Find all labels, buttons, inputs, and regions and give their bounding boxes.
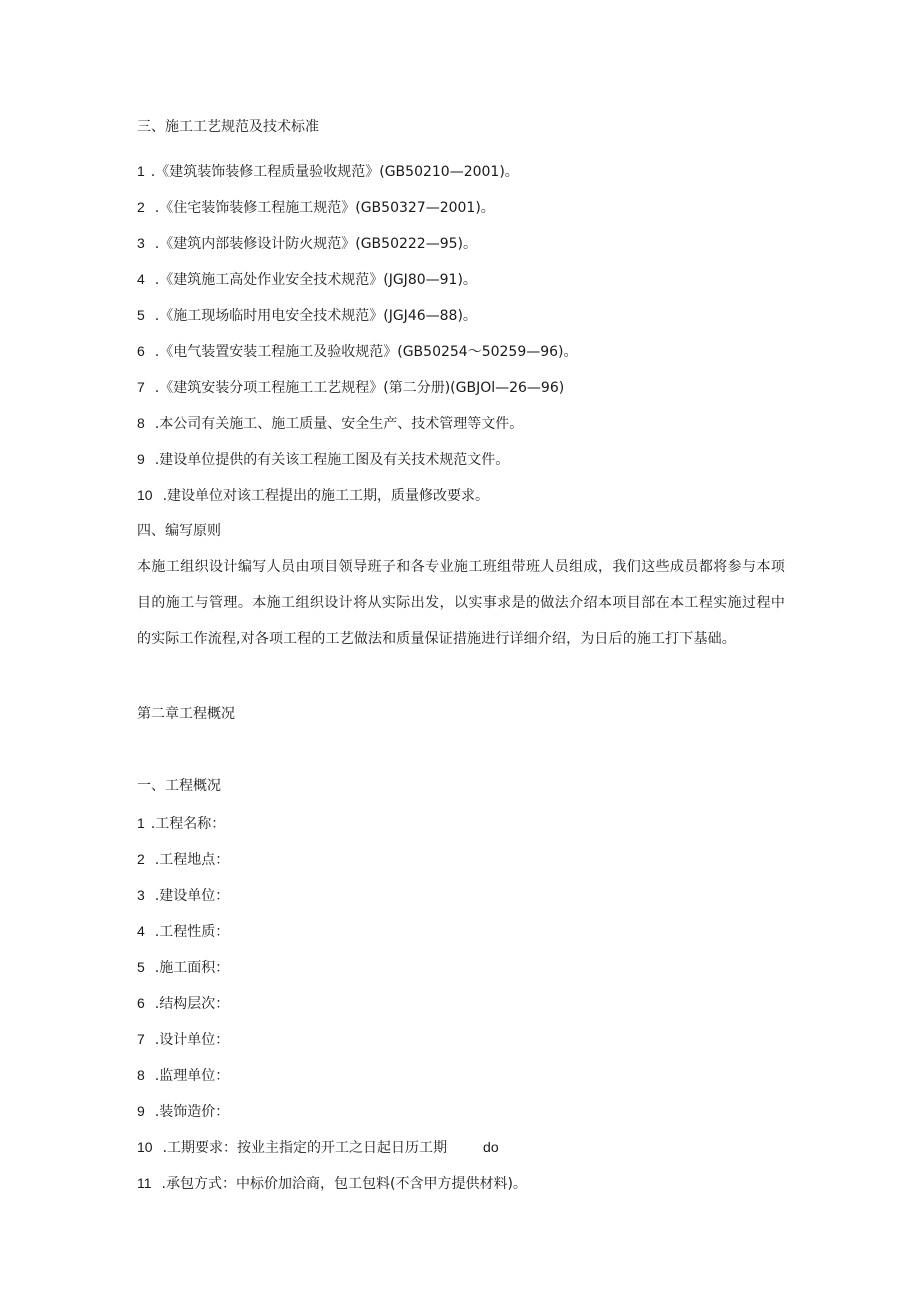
item-text: .建设单位对该工程提出的施工工期，质量修改要求。 — [162, 488, 490, 504]
item-text: .工程性质： — [154, 924, 230, 940]
item-text: .《建筑安装分项工程施工工艺规程》(第二分册)(GBJOl—26—96) — [154, 380, 565, 396]
item-number: 6 — [137, 343, 145, 359]
list-item — [137, 413, 523, 434]
item-number: 10 — [137, 487, 153, 503]
list-item — [137, 1029, 229, 1050]
item-text: .设计单位： — [154, 1032, 230, 1048]
list-item — [137, 197, 495, 218]
item-number: 8 — [137, 1067, 145, 1083]
item-number: 5 — [137, 307, 145, 323]
item-text: .结构层次： — [154, 996, 230, 1012]
item-number: 8 — [137, 415, 145, 431]
item-text: .《建筑施工高处作业安全技术规范》(JGJ80—91)。 — [154, 272, 477, 288]
item-text: .装饰造价： — [154, 1104, 230, 1120]
item-text: .工程名称： — [150, 816, 226, 832]
list-item — [137, 1137, 499, 1158]
section3-heading: 三、施工工艺规范及技术标准 — [137, 119, 319, 135]
list-item — [137, 1101, 229, 1122]
section1-heading: 一、工程概况 — [137, 778, 221, 794]
item-text: .建设单位提供的有关该工程施工图及有关技术规范文件。 — [154, 452, 510, 468]
item-number: 10 — [137, 1139, 153, 1155]
list-item — [137, 305, 477, 326]
item-text: .监理单位： — [154, 1068, 230, 1084]
list-item — [137, 377, 564, 398]
list-item — [137, 161, 519, 182]
item-tail-text: do — [483, 1139, 499, 1155]
item-text: .《住宅装饰装修工程施工规范》(GB50327—2001)。 — [154, 200, 495, 216]
item-text: .建设单位： — [154, 888, 230, 904]
list-item — [137, 269, 477, 290]
list-item — [137, 849, 229, 870]
principle-paragraph: 本施工组织设计编写人员由项目领导班子和各专业施工班组带班人员组成，我们这些成员都将参与本项目的施工与管理。本施工组织设计将从实际出发，以实事求是的做法介绍本项目部在本工程实施过程中的实际工作流程,对各项工程的工艺做法和质量保证措施进行详细介绍，为日后的施工打下基础。 — [137, 559, 785, 647]
item-number: 4 — [137, 923, 145, 939]
item-text: .《电气装置安装工程施工及验收规范》(GB50254～50259—96)。 — [154, 344, 578, 360]
item-number: 2 — [137, 199, 145, 215]
item-text: .《建筑装饰装修工程质量验收规范》(GB50210—2001)。 — [150, 164, 519, 180]
item-text: .承包方式：中标价加洽商，包工包料(不含甲方提供材料)。 — [161, 1176, 527, 1192]
list-item — [137, 993, 229, 1014]
list-item — [137, 1173, 527, 1194]
list-item — [137, 813, 225, 834]
item-text: .工程地点： — [154, 852, 230, 868]
item-text: .本公司有关施工、施工质量、安全生产、技术管理等文件。 — [154, 416, 524, 432]
list-item — [137, 233, 477, 254]
list-item — [137, 957, 229, 978]
item-text: .施工面积： — [154, 960, 230, 976]
item-number: 2 — [137, 851, 145, 867]
item-text: .工期要求：按业主指定的开工之日起日历工期 — [162, 1140, 448, 1156]
item-number: 6 — [137, 995, 145, 1011]
item-number: 3 — [137, 887, 145, 903]
item-number: 1 — [137, 163, 145, 179]
item-number: 7 — [137, 1031, 145, 1047]
item-number: 1 — [137, 815, 145, 831]
list-item — [137, 485, 489, 506]
section4-heading: 四、编写原则 — [137, 523, 221, 539]
item-text: .《建筑内部装修设计防火规范》(GB50222—95)。 — [154, 236, 477, 252]
item-number: 3 — [137, 235, 145, 251]
list-item — [137, 449, 509, 470]
list-item — [137, 1065, 229, 1086]
item-number: 5 — [137, 959, 145, 975]
list-item — [137, 341, 578, 362]
item-number: 9 — [137, 1103, 145, 1119]
item-number: 11 — [137, 1175, 152, 1191]
item-number: 7 — [137, 379, 145, 395]
list-item — [137, 921, 229, 942]
list-item — [137, 885, 229, 906]
item-text: .《施工现场临时用电安全技术规范》(JGJ46—88)。 — [154, 308, 477, 324]
item-number: 9 — [137, 451, 145, 467]
item-number: 4 — [137, 271, 145, 287]
chapter-title: 第二章工程概况 — [137, 706, 235, 722]
